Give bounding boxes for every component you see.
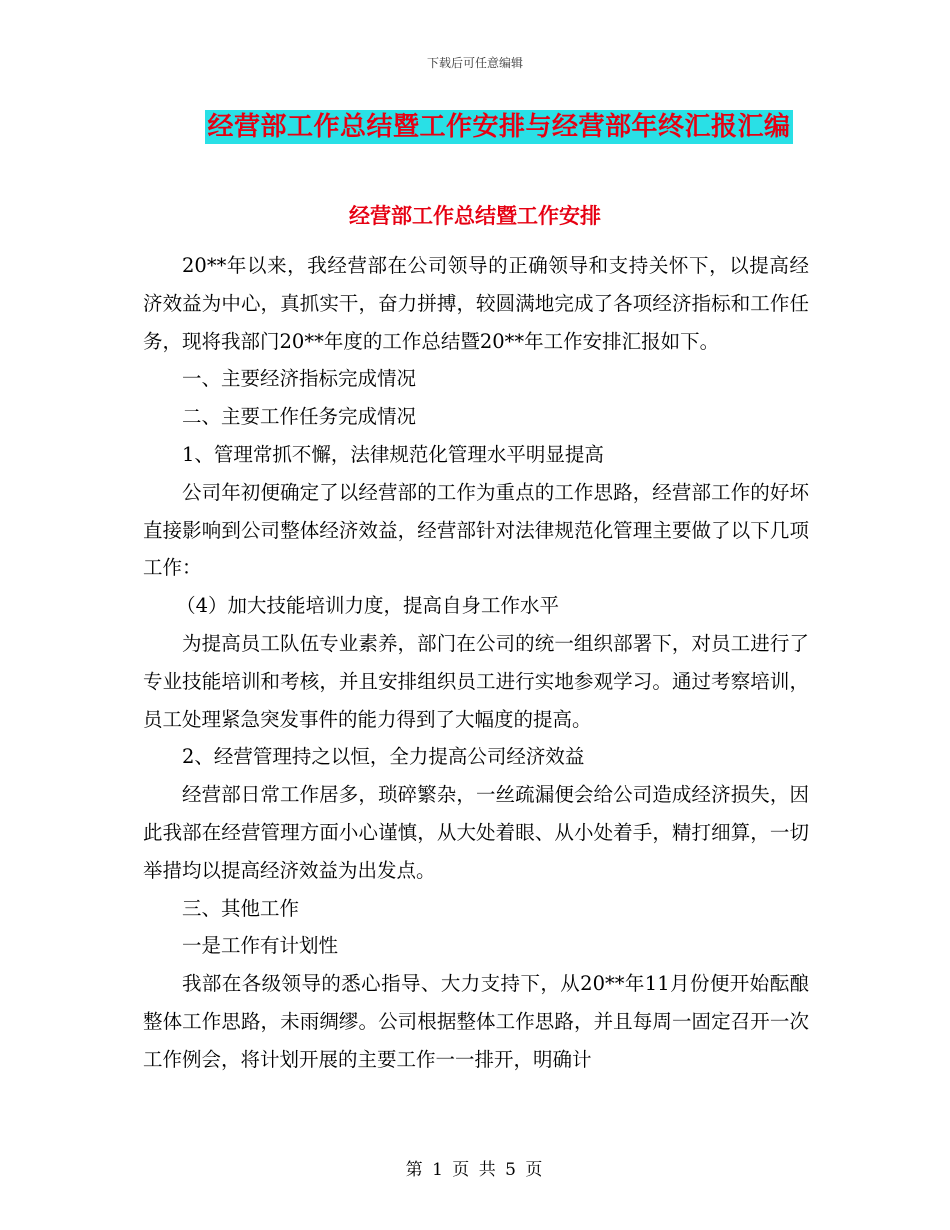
subheading-planning: 一是工作有计划性 [182, 934, 339, 958]
header-note: 下载后可任意编辑 [426, 56, 523, 70]
subheading-management: 1、管理常抓不懈，法律规范化管理水平明显提高 [182, 442, 604, 466]
paragraph-training: 为提高员工队伍专业素养，部门在公司的统一组织部署下，对员工进行了专业技能培训和考核，并且安排组织员工进行实地参观学习。通过考察培训，员工处理紧急突发事件的能力得到了大幅度的提高。 [143, 631, 809, 731]
paragraph-management: 公司年初便确定了以经营部的工作为重点的工作思路，经营部工作的好坏直接影响到公司整体经济效益，经营部针对法律规范化管理主要做了以下几项工作： [143, 480, 809, 580]
paragraph-planning: 我部在各级领导的悉心指导、大力支持下，从20**年11月份便开始酝酿整体工作思路，未雨绸缪。公司根据整体工作思路，并且每周一固定召开一次工作例会，将计划开展的主要工作一一排开，明确计 [143, 972, 809, 1071]
heading-other-work: 三、其他工作 [182, 896, 300, 920]
page-footer: 第 1 页 共 5 页 [405, 1160, 545, 1180]
heading-main-tasks: 二、主要工作任务完成情况 [182, 405, 417, 429]
document-title-container [0, 110, 950, 144]
document-title: 经营部工作总结暨工作安排与经营部年终汇报汇编 [207, 112, 791, 142]
document-body [143, 247, 809, 1079]
section-title: 经营部工作总结暨工作安排 [349, 204, 601, 228]
subheading-training: （4）加大技能培训力度，提高自身工作水平 [176, 594, 560, 618]
paragraph-intro: 20**年以来，我经营部在公司领导的正确领导和支持关怀下，以提高经济效益为中心，真抓实干，奋力拼搏，较圆满地完成了各项经济指标和工作任务，现将我部门20**年度的工作总结暨20**年工作安排汇报如下。 [143, 254, 809, 353]
heading-economic-indicators: 一、主要经济指标完成情况 [182, 367, 417, 391]
paragraph-operations: 经营部日常工作居多，琐碎繁杂，一丝疏漏便会给公司造成经济损失，因此我部在经营管理方面小心谨慎，从大处着眼、从小处着手，精打细算，一切举措均以提高经济效益为出发点。 [143, 783, 809, 882]
subheading-operations: 2、经营管理持之以恒，全力提高公司经济效益 [182, 745, 585, 769]
